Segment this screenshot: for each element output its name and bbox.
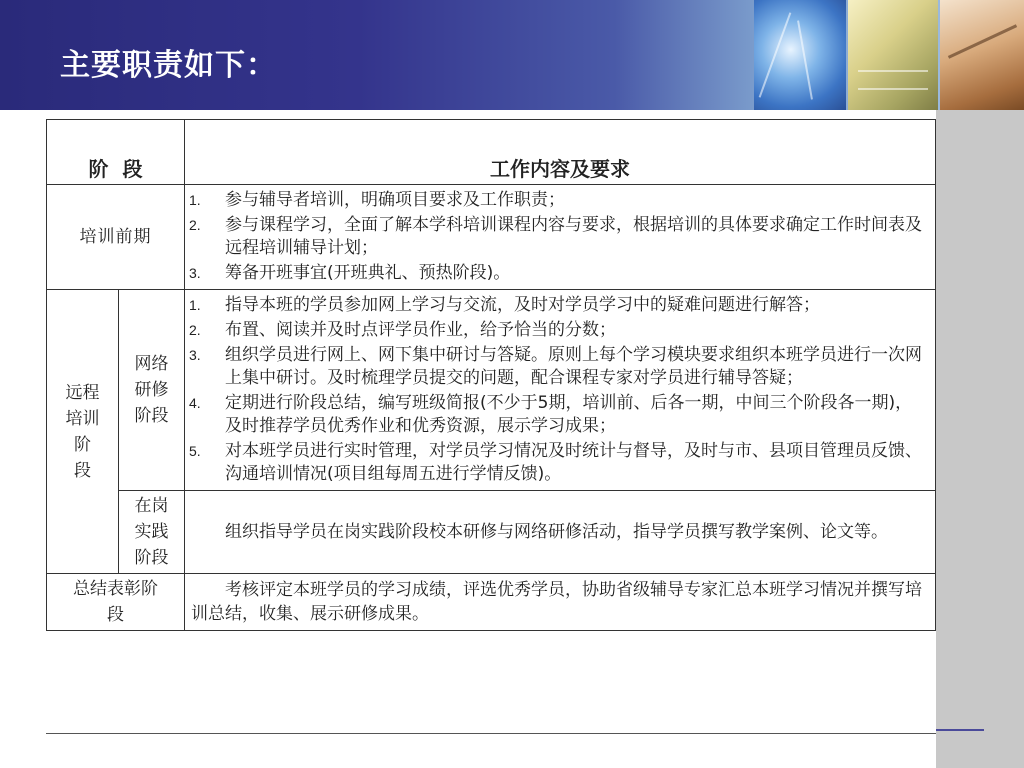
- content-pre-training: [185, 185, 936, 290]
- table-row: [47, 290, 936, 491]
- bottom-divider: [46, 733, 936, 734]
- stage-pre-training: 培训前期: [47, 185, 185, 290]
- table-header-row: [47, 120, 936, 185]
- calculator-photo: [848, 0, 938, 110]
- pen-photo: [940, 0, 1024, 110]
- duties-table: [46, 119, 936, 631]
- content-summary: [185, 574, 936, 631]
- content-onsite-practice: [185, 491, 936, 574]
- list-item: 4. 定期进行阶段总结，编写班级简报(不少于5期，培训前、后各一期，中间三个阶段各一期)，及时推荐学员优秀作业和优秀资源，展示学习成果；: [189, 393, 913, 436]
- table-row: [47, 185, 936, 290]
- stage-onsite-practice: 在岗实践阶段: [119, 491, 185, 574]
- page-title: 主要职责如下：: [60, 48, 277, 83]
- right-side-strip: [936, 110, 1024, 768]
- online-study-list: [185, 290, 935, 490]
- summary-text: 考核评定本班学员的学习成绩，评选优秀学员，协助省级辅导专家汇总本班学习情况并撰写培训总结，收集、展示研修成果。: [191, 580, 922, 624]
- list-item: 2. 参与课程学习，全面了解本学科培训课程内容与要求，根据培训的具体要求确定工作时间表及远程培训辅导计划；: [189, 215, 922, 258]
- list-item: 1. 参与辅导者培训，明确项目要求及工作职责；: [189, 190, 565, 210]
- list-item: 3. 组织学员进行网上、网下集中研讨与答疑。原则上每个学习模块要求组织本班学员进行一次网上集中研讨。及时梳理学员提交的问题，配合课程专家对学员进行辅导答疑；: [189, 345, 922, 388]
- list-item: 2. 布置、阅读并及时点评学员作业，给予恰当的分数；: [189, 320, 616, 340]
- stage-remote-training: 远程培训阶 段: [47, 290, 119, 574]
- content-online-study: [185, 290, 936, 491]
- list-item: 3. 筹备开班事宜(开班典礼、预热阶段)。: [189, 263, 511, 283]
- onsite-practice-text: 组织指导学员在岗实践阶段校本研修与网络研修活动，指导学员撰写教学案例、论文等。: [225, 522, 888, 542]
- decorative-line: [936, 729, 984, 731]
- stage-online-study: 网络研修阶段: [119, 290, 185, 491]
- clock-photo: [754, 0, 846, 110]
- table-row: [47, 574, 936, 631]
- header-stage: 阶 段: [47, 120, 185, 185]
- list-item: 1. 指导本班的学员参加网上学习与交流，及时对学员学习中的疑难问题进行解答；: [189, 295, 820, 315]
- list-item: 5. 对本班学员进行实时管理，对学员学习情况及时统计与督导，及时与市、县项目管理员反馈、沟通培训情况(项目组每周五进行学情反馈)。: [189, 441, 922, 484]
- header-banner: [0, 0, 1024, 110]
- table-row: [47, 491, 936, 574]
- pre-training-list: [185, 185, 935, 289]
- stage-summary: 总结表彰阶段: [47, 574, 185, 631]
- header-content: 工作内容及要求: [185, 120, 936, 185]
